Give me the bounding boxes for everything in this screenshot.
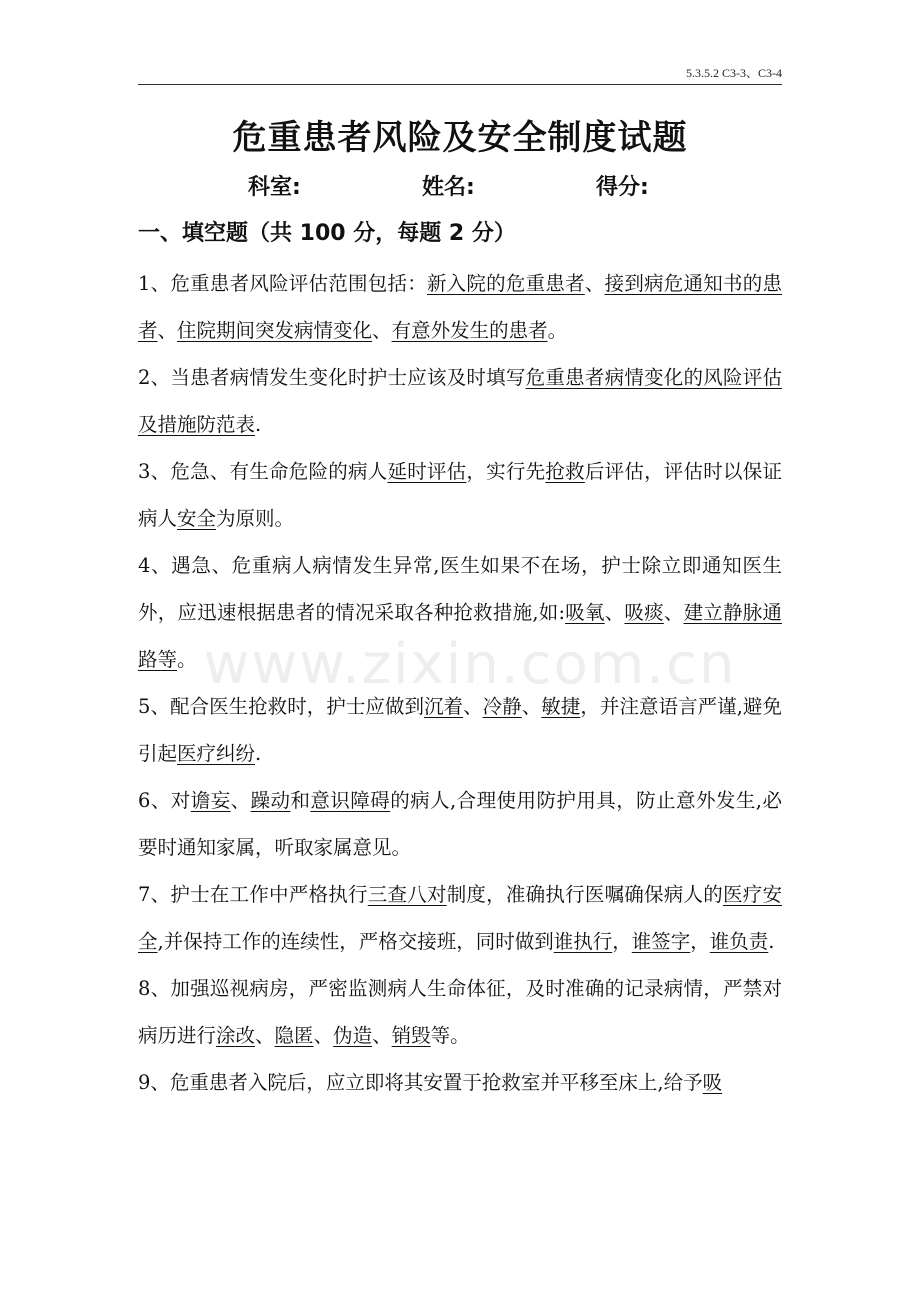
- answer-blank: 涂改: [216, 1024, 256, 1047]
- score-field-label: 得分:: [596, 175, 649, 200]
- answer-blank: 吸痰: [624, 601, 664, 624]
- question-text: .: [255, 742, 262, 765]
- question-text: 、: [230, 789, 251, 812]
- question-item: [138, 354, 782, 448]
- question-text: 等。: [430, 1024, 470, 1047]
- question-item: [138, 448, 782, 542]
- form-fields: [0, 170, 920, 206]
- question-text: ，: [690, 930, 710, 953]
- question-text: 、: [157, 319, 178, 342]
- question-text: 2、当患者病情发生变化时护士应该及时填写: [138, 366, 526, 389]
- answer-blank: 住院期间突发病情变化: [177, 319, 373, 342]
- question-text: 8、加强巡视病房，严密监测病人生命体征，及时准确的记录病情，严禁对病历进行: [138, 977, 782, 1047]
- question-text: 、: [313, 1024, 334, 1047]
- question-text: 4、遇急、危重病人病情发生异常,医生如果不在场，护士除立即通知医生外，应迅速根据患者的情况采取各种抢救措施,如:: [138, 554, 782, 624]
- question-item: [138, 683, 782, 777]
- answer-blank: 接到病危通知书的患者: [138, 272, 782, 342]
- document-code: 5.3.5.2 C3-3、C3-4: [685, 66, 782, 80]
- question-item: [138, 777, 782, 871]
- answer-blank: 吸: [702, 1071, 723, 1094]
- answer-blank: 医疗纠纷: [177, 742, 256, 765]
- answer-blank: 销毁: [391, 1024, 431, 1047]
- question-item: [138, 965, 782, 1059]
- question-text: 、: [372, 319, 392, 342]
- answer-blank: 沉着: [424, 695, 464, 718]
- answer-blank: 谁负责: [709, 930, 769, 953]
- answer-blank: 吸氧: [565, 601, 605, 624]
- question-text: 1、危重患者风险评估范围包括：: [138, 272, 427, 295]
- question-text: 的病人,合理使用防护用具，防止意外发生,必要时通知家属，听取家属意见。: [138, 789, 782, 859]
- answer-blank: 伪造: [333, 1024, 373, 1047]
- answer-blank: 躁动: [250, 789, 291, 812]
- answer-blank: 三查八对: [367, 883, 447, 906]
- answer-blank: 医疗安全: [138, 883, 782, 953]
- question-text: 。: [547, 319, 568, 342]
- answer-blank: 延时评估: [387, 460, 467, 483]
- answer-blank: 安全: [177, 507, 217, 530]
- dept-field-label: 科室:: [248, 175, 301, 200]
- question-item: [138, 1059, 782, 1106]
- question-text: 制度，准确执行医嘱确保病人的: [446, 883, 723, 906]
- watermark: www.zixin.com.cn: [203, 632, 737, 697]
- question-text: 、: [463, 695, 483, 718]
- answer-blank: 谁签字: [631, 930, 691, 953]
- question-item: [138, 260, 782, 354]
- question-text: 6、对: [138, 789, 191, 812]
- question-text: 为原则。: [216, 507, 295, 530]
- section-title: 一、填空题（共 100 分，每题 2 分）: [138, 221, 516, 246]
- question-text: ，实行先: [466, 460, 546, 483]
- question-item: [138, 542, 782, 683]
- answer-blank: 危重患者病情变化的风险评估及措施防范表: [138, 366, 782, 436]
- answer-blank: 谁执行: [553, 930, 613, 953]
- answer-blank: 抢救: [545, 460, 585, 483]
- answer-blank: 敏捷: [541, 695, 581, 718]
- question-text: 5、配合医生抢救时，护士应做到: [138, 695, 424, 718]
- answer-blank: 新入院的危重患者: [426, 272, 585, 295]
- answer-blank: 意识障碍: [310, 789, 391, 812]
- question-text: 、: [255, 1024, 275, 1047]
- question-text: 后评估，评估时以保证病人: [138, 460, 782, 530]
- answer-blank: 隐匿: [274, 1024, 314, 1047]
- question-text: 、: [584, 272, 605, 295]
- question-text: 、: [604, 601, 625, 624]
- question-text: 。: [177, 648, 197, 671]
- question-item: [138, 871, 782, 965]
- answer-blank: 建立静脉通路等: [138, 601, 782, 671]
- answer-blank: 谵妄: [190, 789, 231, 812]
- name-field-label: 姓名:: [422, 175, 475, 200]
- header-divider: [138, 84, 782, 85]
- page-title: 危重患者风险及安全制度试题: [232, 118, 688, 158]
- question-list: [138, 260, 782, 1106]
- question-text: 、: [663, 601, 684, 624]
- question-text: 3、危急、有生命危险的病人: [138, 460, 388, 483]
- question-text: 和: [290, 789, 311, 812]
- question-text: ，并注意语言严谨,避免引起: [138, 695, 782, 765]
- question-text: 7、护士在工作中严格执行: [138, 883, 368, 906]
- answer-blank: 冷静: [482, 695, 522, 718]
- question-text: 、: [521, 695, 542, 718]
- question-text: ,并保持工作的连续性，严格交接班，同时做到: [157, 930, 554, 953]
- question-text: 9、危重患者入院后，应立即将其安置于抢救室并平移至床上,给予: [138, 1071, 703, 1094]
- answer-blank: 有意外发生的患者: [391, 319, 548, 342]
- question-text: .: [255, 413, 262, 436]
- question-text: .: [768, 930, 775, 953]
- question-text: ，: [612, 930, 632, 953]
- question-text: 、: [372, 1024, 392, 1047]
